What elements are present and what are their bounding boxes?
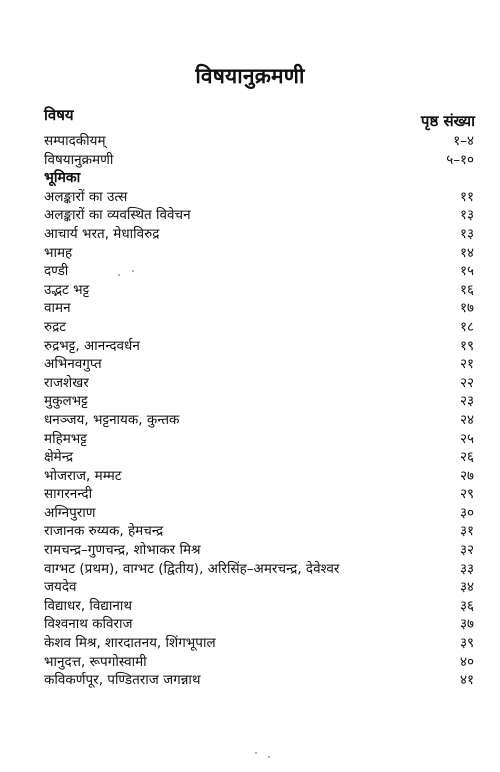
entry-page-number: ४१ [459, 672, 474, 689]
entry-title: राजानक रुय्यक, हेमचन्द्र [44, 523, 164, 540]
entry-title: केशव मिश्र, शारदातनय, शिंगभूपाल [44, 635, 216, 652]
entry-title: महिमभट्ट [44, 430, 87, 447]
entry-title: वामन [44, 300, 71, 317]
entry-page-number: १६ [459, 281, 474, 298]
entry-page-number: १४ [459, 244, 474, 261]
entry-page-number: २९ [459, 486, 474, 503]
contents-row [44, 448, 474, 467]
entry-page-number: ३४ [459, 579, 474, 596]
entry-page-number: १५ [459, 263, 474, 280]
entry-page-number: १३ [459, 225, 474, 242]
contents-row [44, 597, 474, 616]
entry-page-number: २७ [459, 467, 474, 484]
contents-row [44, 615, 474, 634]
entry-page-number: १८ [459, 318, 474, 335]
entry-page-number: २४ [459, 411, 474, 428]
entry-page-number: ११ [459, 188, 474, 205]
entry-title: रुद्रभट्ट, आनन्दवर्धन [44, 337, 140, 354]
contents-row [44, 132, 474, 151]
entry-title: उद्भट भट्ट [44, 281, 90, 298]
entry-page-number: १७ [459, 300, 474, 317]
section-heading-row [44, 169, 474, 188]
entry-page-number: २१ [459, 356, 474, 373]
entry-page-number: ३९ [459, 635, 474, 652]
entry-page-number: १९ [459, 337, 474, 354]
contents-row [44, 504, 474, 523]
page-number-column-header: पृष्ठ संख्या [420, 112, 475, 130]
entry-title: मुकुलभट्ट [44, 393, 88, 410]
entry-title: सम्पादकीयम् [44, 133, 106, 149]
entry-page-number: ३१ [459, 523, 474, 540]
entry-page-number: ३० [459, 504, 474, 521]
entry-page-number: १३ [459, 207, 474, 224]
entry-title: कविकर्णपूर, पण्डितराज जगन्नाथ [44, 672, 201, 689]
entry-page-number: २६ [459, 449, 474, 466]
contents-row [44, 151, 474, 170]
entry-title: अग्निपुराण [44, 504, 96, 521]
entry-title: राजशेखर [44, 374, 89, 391]
contents-row [44, 653, 474, 672]
contents-row [44, 244, 474, 263]
contents-row [44, 541, 474, 560]
entry-title: अलङ्कारों का व्यवस्थित विवेचन [44, 207, 191, 224]
entry-title: जयदेव [44, 579, 77, 596]
entry-title: विद्याधर, विद्यानाथ [44, 597, 133, 614]
column-header-row [44, 105, 475, 130]
contents-row [44, 411, 474, 430]
entry-title: धनञ्जय, भट्टनायक, कुन्तक [44, 411, 180, 428]
entry-title: सागरनन्दी [44, 486, 93, 503]
contents-row [44, 671, 474, 690]
contents-row [44, 485, 474, 504]
entry-title: क्षेमेन्द्र [44, 449, 74, 466]
subject-column-header: विषय [44, 106, 74, 124]
entry-page-number: २२ [459, 374, 474, 391]
entry-title: वाग्भट (प्रथम), वाग्भट (द्वितीय), अरिसिंह–अमरचन्द्र, देवेश्वर [44, 560, 340, 577]
entry-page-number: ४० [459, 653, 474, 670]
contents-row [44, 392, 474, 411]
page-title: विषयानुक्रमणी [195, 64, 305, 88]
entry-title: रामचन्द्र–गुणचन्द्र, शोभाकर मिश्र [44, 542, 201, 559]
entry-page-number: २५ [459, 430, 474, 447]
entry-page-number: २३ [459, 393, 474, 410]
contents-row [44, 337, 474, 356]
contents-row [44, 355, 474, 374]
entry-title: दण्डी [44, 263, 69, 280]
entry-page-number: ३७ [459, 616, 474, 633]
entry-title: भोजराज, मम्मट [44, 467, 122, 484]
contents-row [44, 281, 474, 300]
section-heading: भूमिका [44, 170, 81, 187]
contents-row [44, 374, 474, 393]
contents-row [44, 634, 474, 653]
contents-row [44, 206, 474, 225]
contents-row [44, 225, 474, 244]
scan-speck [255, 752, 257, 754]
contents-row [44, 299, 474, 318]
contents-row [44, 467, 474, 486]
contents-list [44, 132, 474, 690]
scan-speck [268, 756, 270, 758]
scan-speck [118, 274, 120, 276]
scan-speck [132, 270, 134, 272]
entry-title: अभिनवगुप्त [44, 356, 102, 373]
entry-title: भामह [44, 244, 73, 261]
entry-page-number: ३३ [459, 560, 474, 577]
contents-row [44, 578, 474, 597]
entry-title: आचार्य भरत, मेधाविरुद्र [44, 225, 160, 242]
entry-page-number: ३२ [459, 542, 474, 559]
entry-title: विषयानुक्रमणी [44, 151, 114, 168]
entry-title: रुद्रट [44, 318, 67, 335]
contents-row [44, 262, 474, 281]
entry-page-number: १–४ [453, 133, 474, 149]
entry-page-number: ३६ [459, 597, 474, 614]
entry-title: विश्वनाथ कविराज [44, 616, 133, 633]
contents-row [44, 430, 474, 449]
contents-row [44, 522, 474, 541]
contents-row [44, 318, 474, 337]
contents-row [44, 560, 474, 579]
entry-page-number: ५–१० [446, 151, 474, 168]
contents-row [44, 188, 474, 207]
entry-title: अलङ्कारों का उत्स [44, 188, 128, 205]
entry-title: भानुदत्त, रूपगोस्वामी [44, 653, 147, 670]
